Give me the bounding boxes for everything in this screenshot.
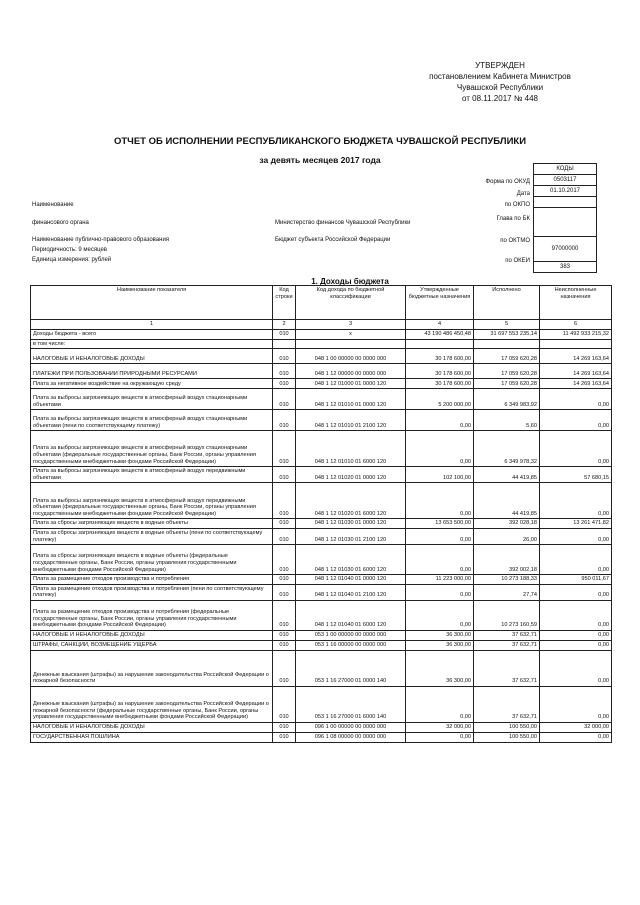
row-code: 010	[273, 584, 296, 600]
row-approved: 0,00	[406, 584, 474, 600]
table-row	[31, 722, 612, 732]
row-executed: 37 632,71	[474, 650, 540, 686]
pp-value: Бюджет субъекта Российской Федерации	[275, 237, 391, 243]
row-code: 010	[273, 640, 296, 650]
header-executed: Исполнено	[474, 286, 540, 320]
row-code: 010	[273, 329, 296, 339]
row-approved: 43 190 486 450,48	[406, 329, 474, 339]
table-row	[31, 640, 612, 650]
row-code: 010	[273, 389, 296, 410]
okpo-label: по ОКПО	[504, 202, 530, 208]
row-executed: 100 550,00	[474, 732, 540, 742]
row-executed	[474, 339, 540, 349]
row-approved: 0,00	[406, 686, 474, 722]
row-remaining: 0,00	[540, 389, 612, 410]
row-name: НАЛОГОВЫЕ И НЕНАЛОГОВЫЕ ДОХОДЫ	[31, 349, 273, 364]
row-code	[273, 339, 296, 349]
row-approved: 30 178 600,00	[406, 379, 474, 389]
row-executed: 17 059 620,28	[474, 364, 540, 379]
row-kbk: x	[296, 329, 406, 339]
row-remaining: 11 492 933 215,32	[540, 329, 612, 339]
table-row	[31, 410, 612, 431]
row-executed: 37 632,71	[474, 686, 540, 722]
approval-line-4: от 08.11.2017 № 448	[462, 94, 538, 103]
row-kbk: 096 1 00 00000 00 0000 000	[296, 722, 406, 732]
row-name: ПЛАТЕЖИ ПРИ ПОЛЬЗОВАНИИ ПРИРОДНЫМИ РЕСУРСАМИ	[31, 364, 273, 379]
row-kbk	[296, 339, 406, 349]
approval-line-1: УТВЕРЖДЕН	[475, 61, 525, 70]
row-name: Плата за размещение отходов производства и потребления (пени по соответствующему платежу)	[31, 584, 273, 600]
row-name: Плата за сбросы загрязняющих веществ в водные объекты	[31, 519, 273, 529]
row-code: 010	[273, 732, 296, 742]
table-row	[31, 545, 612, 575]
row-remaining: 0,00	[540, 545, 612, 575]
row-remaining: 0,00	[540, 686, 612, 722]
colnum: 5	[474, 320, 540, 330]
row-code: 010	[273, 722, 296, 732]
row-remaining: 0,00	[540, 410, 612, 431]
row-approved: 0,00	[406, 431, 474, 467]
table-row	[31, 379, 612, 389]
colnum: 1	[31, 320, 273, 330]
codes-header: КОДЫ	[534, 164, 597, 175]
table-row	[31, 732, 612, 742]
approval-line-2: постановлением Кабинета Министров	[429, 72, 571, 81]
row-remaining: 0,00	[540, 528, 612, 544]
row-name: Плата за выбросы загрязняющих веществ в атмосферный воздух стационарными объектами	[31, 389, 273, 410]
fin-organ-value: Министерство финансов Чувашской Республики	[275, 220, 411, 226]
table-row	[31, 584, 612, 600]
row-kbk: 048 1 12 01020 01 0000 120	[296, 467, 406, 483]
row-remaining: 14 269 163,64	[540, 349, 612, 364]
row-kbk: 053 1 16 00000 00 0000 000	[296, 640, 406, 650]
row-name: Денежные взыскания (штрафы) за нарушение законодательства Российской Федерации о пожарной безопасности	[31, 650, 273, 686]
okpo-value	[534, 197, 597, 208]
table-row	[31, 650, 612, 686]
table-row	[31, 483, 612, 519]
row-remaining: 950 011,67	[540, 575, 612, 585]
row-code: 010	[273, 575, 296, 585]
row-executed: 6 349 978,32	[474, 431, 540, 467]
bk-value	[534, 208, 597, 237]
row-approved: 0,00	[406, 483, 474, 519]
row-executed: 37 632,71	[474, 640, 540, 650]
row-executed: 100 550,00	[474, 722, 540, 732]
approval-line-3: Чувашской Республики	[456, 83, 544, 92]
header-code: Код строки	[273, 286, 296, 320]
unit: Единица измерения: рублей	[32, 257, 112, 263]
row-remaining: 0,00	[540, 431, 612, 467]
row-remaining: 32 000,00	[540, 722, 612, 732]
row-remaining: 13 261 471,82	[540, 519, 612, 529]
table-row	[31, 389, 612, 410]
name-label: Наименование	[32, 202, 74, 208]
row-executed: 5,60	[474, 410, 540, 431]
row-name: Плата за выбросы загрязняющих веществ в атмосферный воздух стационарными объектами (федеральные государственные органы, Банк России, органы управления государственными внебюджетными фондами Российской Федерации)	[31, 431, 273, 467]
table-row	[31, 364, 612, 379]
row-kbk: 048 1 12 01010 01 0000 120	[296, 389, 406, 410]
row-name: ГОСУДАРСТВЕННАЯ ПОШЛИНА	[31, 732, 273, 742]
row-name: Денежные взыскания (штрафы) за нарушение законодательства Российской Федерации о пожарной безопасности (федеральные государственные органы, Банк России, органы управления государственными внебюджетными фондами Российской Федерации)	[31, 686, 273, 722]
row-executed: 392 028,18	[474, 519, 540, 529]
row-remaining: 14 269 163,64	[540, 379, 612, 389]
colnum: 6	[540, 320, 612, 330]
row-remaining: 0,00	[540, 600, 612, 630]
row-kbk: 048 1 12 01040 01 6000 120	[296, 600, 406, 630]
row-approved: 13 653 500,00	[406, 519, 474, 529]
row-kbk: 048 1 12 01040 01 0000 120	[296, 575, 406, 585]
header-kbk: Код дохода по бюджетной классификации	[296, 286, 406, 320]
approval-stamp	[405, 60, 595, 104]
row-approved: 5 200 000,00	[406, 389, 474, 410]
row-name: Доходы бюджета - всего	[31, 329, 273, 339]
row-kbk: 053 1 00 00000 00 0000 000	[296, 630, 406, 640]
row-approved: 36 300,00	[406, 630, 474, 640]
row-kbk: 048 1 12 01030 01 6000 120	[296, 545, 406, 575]
row-remaining	[540, 339, 612, 349]
row-approved: 0,00	[406, 545, 474, 575]
row-remaining: 0,00	[540, 584, 612, 600]
row-approved: 0,00	[406, 732, 474, 742]
table-row	[31, 467, 612, 483]
row-code: 010	[273, 483, 296, 519]
row-remaining: 0,00	[540, 630, 612, 640]
row-code: 010	[273, 467, 296, 483]
row-kbk: 048 1 12 01020 01 6000 120	[296, 483, 406, 519]
table-row	[31, 329, 612, 339]
row-kbk: 053 1 16 27000 01 6000 140	[296, 686, 406, 722]
row-kbk: 048 1 12 01030 01 0000 120	[296, 519, 406, 529]
okud-value: 0503117	[534, 175, 597, 186]
row-approved: 36 300,00	[406, 650, 474, 686]
row-code: 010	[273, 600, 296, 630]
row-remaining: 57 680,15	[540, 467, 612, 483]
periodicity: Периодичность: 9 месяцев	[32, 247, 107, 253]
table-row	[31, 630, 612, 640]
table-row	[31, 339, 612, 349]
row-executed: 10 273 160,59	[474, 600, 540, 630]
table-row	[31, 528, 612, 544]
row-remaining: 0,00	[540, 483, 612, 519]
date-label: Дата	[516, 191, 530, 197]
codes-box	[533, 163, 597, 273]
row-approved: 0,00	[406, 410, 474, 431]
row-approved: 30 178 600,00	[406, 349, 474, 364]
row-executed: 17 059 620,28	[474, 379, 540, 389]
row-approved: 36 300,00	[406, 640, 474, 650]
row-approved: 0,00	[406, 600, 474, 630]
row-name: ШТРАФЫ, САНКЦИИ, ВОЗМЕЩЕНИЕ УЩЕРБА	[31, 640, 273, 650]
colnum: 2	[273, 320, 296, 330]
row-kbk: 096 1 08 00000 00 0000 000	[296, 732, 406, 742]
row-name: Плата за выбросы загрязняющих веществ в атмосферный воздух передвижными объектами	[31, 467, 273, 483]
row-approved	[406, 339, 474, 349]
row-executed: 17 059 620,28	[474, 349, 540, 364]
income-table	[30, 285, 612, 743]
row-name: Плата за выбросы загрязняющих веществ в атмосферный воздух передвижными объектами (федеральные государственные органы, Банк России, органы управления государственными внебюджетными фондами Российской Федерации)	[31, 483, 273, 519]
table-row	[31, 519, 612, 529]
row-code: 010	[273, 630, 296, 640]
table-row	[31, 349, 612, 364]
row-name: Плата за негативное воздействие на окружающую среду	[31, 379, 273, 389]
row-remaining: 14 269 163,64	[540, 364, 612, 379]
table-row	[31, 431, 612, 467]
okei-value: 383	[534, 262, 597, 273]
row-name: НАЛОГОВЫЕ И НЕНАЛОГОВЫЕ ДОХОДЫ	[31, 722, 273, 732]
row-name: Плата за сбросы загрязняющих веществ в водные объекты (федеральные государственные органы, Банк России, органы управления государственными внебюджетными фондами Российской Федерации)	[31, 545, 273, 575]
row-approved: 102 100,00	[406, 467, 474, 483]
okei-label: по ОКЕИ	[505, 258, 530, 264]
row-approved: 11 223 000,00	[406, 575, 474, 585]
report-period: за девять месяцев 2017 года	[259, 155, 381, 165]
row-code: 010	[273, 686, 296, 722]
row-name: в том числе:	[31, 339, 273, 349]
row-executed: 37 632,71	[474, 630, 540, 640]
table-row	[31, 686, 612, 722]
row-name: Плата за выбросы загрязняющих веществ в атмосферный воздух стационарными объектами (пени по соответствующему платежу)	[31, 410, 273, 431]
row-kbk: 048 1 12 01040 01 2100 120	[296, 584, 406, 600]
row-executed: 10 273 188,33	[474, 575, 540, 585]
header-remaining: Неисполненные назначения	[540, 286, 612, 320]
header-approved: Утвержденные бюджетные назначения	[406, 286, 474, 320]
row-name: Плата за размещение отходов производства и потребления	[31, 575, 273, 585]
row-executed: 44 419,85	[474, 467, 540, 483]
pp-label: Наименование публично-правового образования	[32, 237, 170, 243]
row-executed: 44 419,85	[474, 483, 540, 519]
bk-label: Глава по БК	[496, 216, 530, 222]
row-code: 010	[273, 519, 296, 529]
fin-organ-label: финансового органа	[32, 220, 89, 226]
table-row	[31, 600, 612, 630]
date-value: 01.10.2017	[534, 186, 597, 197]
row-kbk: 048 1 12 01010 01 2100 120	[296, 410, 406, 431]
row-executed: 392 002,18	[474, 545, 540, 575]
colnum: 3	[296, 320, 406, 330]
row-code: 010	[273, 410, 296, 431]
row-remaining: 0,00	[540, 640, 612, 650]
table-row	[31, 575, 612, 585]
row-name: Плата за сбросы загрязняющих веществ в водные объекты (пени по соответствующему платежу)	[31, 528, 273, 544]
row-executed: 26,00	[474, 528, 540, 544]
row-kbk: 048 1 12 00000 00 0000 000	[296, 364, 406, 379]
row-code: 010	[273, 349, 296, 364]
row-remaining: 0,00	[540, 650, 612, 686]
row-code: 010	[273, 545, 296, 575]
colnum: 4	[406, 320, 474, 330]
row-executed: 6 349 983,92	[474, 389, 540, 410]
row-name: НАЛОГОВЫЕ И НЕНАЛОГОВЫЕ ДОХОДЫ	[31, 630, 273, 640]
row-name: Плата за размещение отходов производства и потребления (федеральные государственные органы, Банк России, органы управления государственными внебюджетными фондами Российской Федерации)	[31, 600, 273, 630]
row-kbk: 048 1 12 01030 01 2100 120	[296, 528, 406, 544]
okud-label: Форма по ОКУД	[485, 179, 530, 185]
row-code: 010	[273, 364, 296, 379]
row-code: 010	[273, 650, 296, 686]
oktmo-value: 97000000	[534, 237, 597, 262]
row-executed: 31 697 553 235,14	[474, 329, 540, 339]
oktmo-label: по ОКТМО	[500, 238, 530, 244]
report-title: ОТЧЕТ ОБ ИСПОЛНЕНИИ РЕСПУБЛИКАНСКОГО БЮДЖЕТА ЧУВАШСКОЙ РЕСПУБЛИКИ	[113, 136, 527, 147]
row-kbk: 048 1 12 01000 01 0000 120	[296, 379, 406, 389]
header-name: Наименование показателя	[31, 286, 273, 320]
section-title: 1. Доходы бюджета	[311, 277, 389, 286]
row-approved: 32 000,00	[406, 722, 474, 732]
row-kbk: 053 1 16 27000 01 0000 140	[296, 650, 406, 686]
row-executed: 27,74	[474, 584, 540, 600]
row-kbk: 048 1 12 01010 01 6000 120	[296, 431, 406, 467]
row-kbk: 048 1 00 00000 00 0000 000	[296, 349, 406, 364]
row-code: 010	[273, 431, 296, 467]
row-approved: 0,00	[406, 528, 474, 544]
row-remaining: 0,00	[540, 732, 612, 742]
row-approved: 30 178 600,00	[406, 364, 474, 379]
row-code: 010	[273, 528, 296, 544]
row-code: 010	[273, 379, 296, 389]
